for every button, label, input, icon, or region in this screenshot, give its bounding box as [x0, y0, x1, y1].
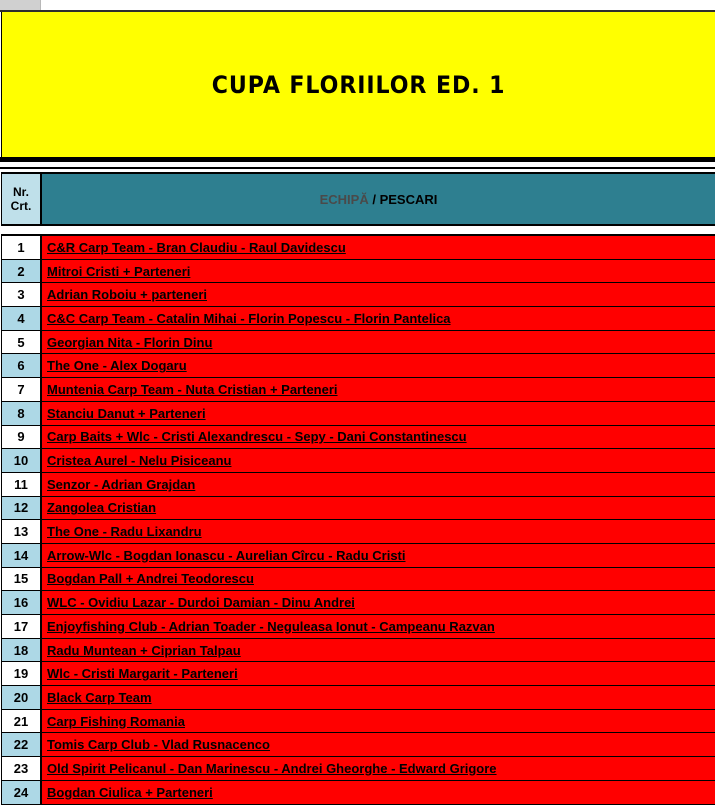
row-team[interactable]: WLC - Ovidiu Lazar - Durdoi Damian - Dinu Andrei — [42, 591, 715, 614]
table-row[interactable] — [1, 544, 715, 568]
table-row[interactable] — [1, 378, 715, 402]
table-row[interactable] — [1, 686, 715, 710]
row-team[interactable]: Senzor - Adrian Grajdan — [42, 473, 715, 496]
sheet-top-strip — [0, 0, 715, 12]
table-header — [1, 172, 715, 226]
row-number: 13 — [1, 520, 42, 543]
row-number: 5 — [1, 331, 42, 354]
row-number: 12 — [1, 497, 42, 520]
page-title: CUPA FLORIILOR ED. 1 — [212, 70, 506, 99]
header-separator: / — [368, 191, 380, 207]
row-number: 7 — [1, 378, 42, 401]
teams-table — [1, 172, 715, 805]
table-row[interactable] — [1, 473, 715, 497]
row-team[interactable]: Enjoyfishing Club - Adrian Toader - Neguleasa Ionut - Campeanu Razvan — [42, 615, 715, 638]
row-number: 4 — [1, 307, 42, 330]
table-row[interactable] — [1, 354, 715, 378]
row-team[interactable]: Radu Muntean + Ciprian Talpau — [42, 639, 715, 662]
row-team[interactable]: Georgian Nita - Florin Dinu — [42, 331, 715, 354]
row-team[interactable]: Wlc - Cristi Margarit - Parteneri — [42, 662, 715, 685]
table-row[interactable] — [1, 497, 715, 521]
row-team[interactable]: C&C Carp Team - Catalin Mihai - Florin Popescu - Florin Pantelica — [42, 307, 715, 330]
header-echipa: ECHIPĂ — [319, 191, 369, 207]
row-team[interactable]: Old Spirit Pelicanul - Dan Marinescu - Andrei Gheorghe - Edward Grigore — [42, 757, 715, 780]
title-banner — [1, 12, 715, 157]
row-team[interactable]: Tomis Carp Club - Vlad Rusnacenco — [42, 733, 715, 756]
row-team[interactable]: C&R Carp Team - Bran Claudiu - Raul Davidescu — [42, 236, 715, 259]
row-team[interactable]: Carp Baits + Wlc - Cristi Alexandrescu - Sepy - Dani Constantinescu — [42, 426, 715, 449]
row-number: 2 — [1, 260, 42, 283]
table-row[interactable] — [1, 449, 715, 473]
table-row[interactable] — [1, 520, 715, 544]
row-team[interactable]: Bogdan Pall + Andrei Teodorescu — [42, 568, 715, 591]
row-team[interactable]: Black Carp Team — [42, 686, 715, 709]
row-team[interactable]: Cristea Aurel - Nelu Pisiceanu — [42, 449, 715, 472]
row-number: 18 — [1, 639, 42, 662]
row-team[interactable]: Bogdan Ciulica + Parteneri — [42, 781, 715, 804]
separator-thin — [0, 167, 715, 169]
row-number: 22 — [1, 733, 42, 756]
row-team[interactable]: Arrow-Wlc - Bogdan Ionascu - Aurelian Cîrcu - Radu Cristi — [42, 544, 715, 567]
row-team[interactable]: Adrian Roboiu + parteneri — [42, 283, 715, 306]
table-row[interactable] — [1, 307, 715, 331]
row-number: 19 — [1, 662, 42, 685]
row-number: 11 — [1, 473, 42, 496]
table-row[interactable] — [1, 710, 715, 734]
row-team[interactable]: Mitroi Cristi + Parteneri — [42, 260, 715, 283]
table-row[interactable] — [1, 757, 715, 781]
row-number: 10 — [1, 449, 42, 472]
row-number: 8 — [1, 402, 42, 425]
row-team[interactable]: The One - Alex Dogaru — [42, 354, 715, 377]
header-nr-crt: Nr. Crt. — [1, 174, 42, 224]
header-pescari: PESCARI — [379, 191, 438, 207]
row-team[interactable]: Carp Fishing Romania — [42, 710, 715, 733]
table-row[interactable] — [1, 591, 715, 615]
row-number: 6 — [1, 354, 42, 377]
table-row[interactable] — [1, 733, 715, 757]
row-number: 17 — [1, 615, 42, 638]
row-number: 24 — [1, 781, 42, 804]
header-gap — [1, 226, 715, 236]
table-row[interactable] — [1, 260, 715, 284]
separator-thick — [0, 157, 715, 162]
table-row[interactable] — [1, 781, 715, 805]
table-row[interactable] — [1, 331, 715, 355]
header-echipa-pescari — [42, 174, 715, 224]
table-row[interactable] — [1, 402, 715, 426]
table-body — [1, 236, 715, 805]
row-team[interactable]: Zangolea Cristian — [42, 497, 715, 520]
table-row[interactable] — [1, 639, 715, 663]
row-team[interactable]: Muntenia Carp Team - Nuta Cristian + Parteneri — [42, 378, 715, 401]
table-row[interactable] — [1, 283, 715, 307]
row-team[interactable]: Stanciu Danut + Parteneri — [42, 402, 715, 425]
table-row[interactable] — [1, 426, 715, 450]
table-row[interactable] — [1, 615, 715, 639]
row-number: 14 — [1, 544, 42, 567]
row-number: 20 — [1, 686, 42, 709]
row-number: 1 — [1, 236, 42, 259]
row-number: 15 — [1, 568, 42, 591]
row-number: 16 — [1, 591, 42, 614]
table-row[interactable] — [1, 662, 715, 686]
table-row[interactable] — [1, 236, 715, 260]
row-number: 3 — [1, 283, 42, 306]
row-number: 9 — [1, 426, 42, 449]
table-row[interactable] — [1, 568, 715, 592]
row-number: 21 — [1, 710, 42, 733]
row-team[interactable]: The One - Radu Lixandru — [42, 520, 715, 543]
row-number: 23 — [1, 757, 42, 780]
